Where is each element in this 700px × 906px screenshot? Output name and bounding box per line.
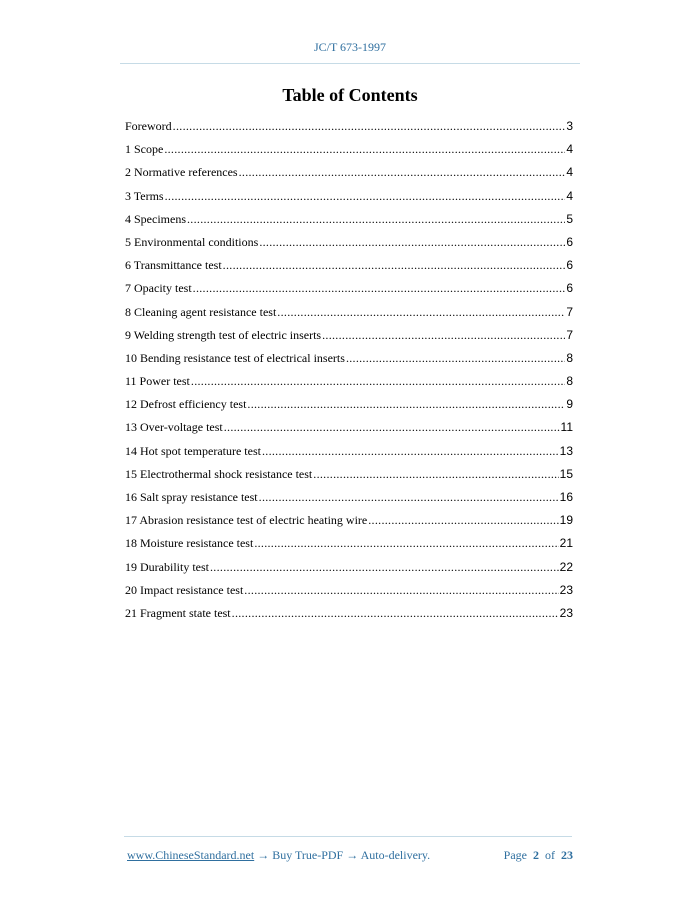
toc-entry-label: 2 Normative references bbox=[125, 165, 238, 180]
toc-entry[interactable] bbox=[125, 581, 573, 604]
dot-leader bbox=[165, 187, 566, 205]
toc-entry-label: 14 Hot spot temperature test bbox=[125, 443, 261, 458]
toc-entry-page: 6 bbox=[566, 234, 573, 249]
auto-delivery-text: Auto-delivery. bbox=[360, 848, 431, 862]
toc-entry-label: 12 Defrost efficiency test bbox=[125, 397, 247, 412]
toc-entry[interactable] bbox=[125, 511, 573, 534]
dot-leader bbox=[193, 279, 566, 297]
toc-entry-page: 23 bbox=[559, 605, 573, 620]
toc-entry[interactable] bbox=[125, 465, 573, 488]
dot-leader bbox=[277, 303, 565, 321]
website-link[interactable]: www.ChineseStandard.net bbox=[127, 848, 255, 862]
toc-entry-page: 8 bbox=[566, 374, 573, 389]
toc-entry[interactable] bbox=[125, 442, 573, 465]
dot-leader bbox=[346, 349, 565, 367]
toc-entry[interactable] bbox=[125, 418, 573, 441]
toc-entry-page: 19 bbox=[559, 513, 573, 528]
of-word: of bbox=[545, 848, 555, 862]
toc-entry-page: 8 bbox=[566, 350, 573, 365]
toc-entry-page: 4 bbox=[566, 165, 573, 180]
total-pages: 23 bbox=[561, 848, 573, 862]
dot-leader bbox=[254, 534, 558, 552]
toc-entry-label: 1 Scope bbox=[125, 142, 164, 157]
footer-promo bbox=[127, 848, 430, 863]
toc-entry-page: 16 bbox=[559, 490, 573, 504]
dot-leader bbox=[239, 163, 566, 181]
toc-entry-label: 4 Specimens bbox=[125, 211, 186, 226]
page-title: Table of Contents bbox=[282, 85, 418, 105]
toc-entry-label: Foreword bbox=[125, 119, 172, 133]
toc-entry[interactable] bbox=[125, 117, 573, 140]
toc-entry[interactable] bbox=[125, 256, 573, 279]
footer-divider bbox=[124, 836, 572, 837]
toc-entry[interactable] bbox=[125, 349, 573, 372]
dot-leader bbox=[259, 488, 559, 506]
toc-entry-label: 11 Power test bbox=[125, 374, 190, 389]
toc-entry-label: 15 Electrothermal shock resistance test bbox=[125, 466, 313, 481]
toc-entry-label: 7 Opacity test bbox=[125, 281, 192, 296]
toc-entry-page: 7 bbox=[566, 327, 573, 342]
toc-entry[interactable] bbox=[125, 488, 573, 511]
toc-entry[interactable] bbox=[125, 534, 573, 557]
dot-leader bbox=[224, 418, 560, 436]
toc-entry-label: 20 Impact resistance test bbox=[125, 582, 244, 597]
toc-entry-page: 5 bbox=[566, 211, 573, 226]
toc-entry-label: 17 Abrasion resistance test of electric heating wire bbox=[125, 513, 368, 528]
toc-entry-page: 3 bbox=[566, 119, 573, 133]
dot-leader bbox=[368, 511, 558, 529]
toc-entry-label: 3 Terms bbox=[125, 188, 164, 203]
toc-entry-page: 9 bbox=[566, 397, 573, 412]
toc-entry-label: 8 Cleaning agent resistance test bbox=[125, 304, 277, 319]
dot-leader bbox=[187, 210, 565, 228]
toc-entry-label: 21 Fragment state test bbox=[125, 605, 231, 620]
toc-entry-label: 6 Transmittance test bbox=[125, 258, 222, 273]
dot-leader bbox=[173, 117, 566, 135]
toc-entry-label: 9 Welding strength test of electric inserts bbox=[125, 327, 322, 342]
toc-entry-page: 4 bbox=[566, 188, 573, 203]
toc-entry[interactable] bbox=[125, 140, 573, 163]
toc-entry-page: 6 bbox=[566, 281, 573, 296]
toc-entry[interactable] bbox=[125, 326, 573, 349]
toc-entry[interactable] bbox=[125, 279, 573, 302]
toc-entry[interactable] bbox=[125, 303, 573, 326]
page-word: Page bbox=[503, 848, 527, 862]
running-header: JC/T 673-1997 bbox=[313, 40, 387, 54]
dot-leader bbox=[191, 372, 565, 390]
toc-entry[interactable] bbox=[125, 187, 573, 210]
toc-entry-page: 23 bbox=[559, 582, 573, 597]
toc-entry-page: 6 bbox=[566, 258, 573, 273]
dot-leader bbox=[259, 233, 565, 251]
dot-leader bbox=[232, 604, 559, 622]
toc-entry-page: 21 bbox=[559, 536, 573, 551]
dot-leader bbox=[210, 558, 559, 576]
toc-entry-page: 11 bbox=[560, 420, 573, 435]
current-page: 2 bbox=[533, 848, 539, 862]
dot-leader bbox=[244, 581, 558, 599]
toc-entry-page: 13 bbox=[559, 443, 573, 458]
toc-entry-label: 19 Durability test bbox=[125, 559, 209, 574]
dot-leader bbox=[164, 140, 565, 158]
toc-entry-label: 13 Over-voltage test bbox=[125, 420, 223, 435]
toc-entry[interactable] bbox=[125, 163, 573, 186]
toc-entry-label: 16 Salt spray resistance test bbox=[125, 490, 258, 504]
toc-entry-page: 15 bbox=[559, 466, 573, 481]
page-number bbox=[504, 848, 573, 863]
toc-entry-page: 22 bbox=[559, 559, 573, 574]
arrow-right-icon: → bbox=[343, 848, 361, 862]
toc-entry[interactable] bbox=[125, 233, 573, 256]
dot-leader bbox=[247, 395, 565, 413]
toc-entry-label: 5 Environmental conditions bbox=[125, 234, 259, 249]
toc-entry[interactable] bbox=[125, 395, 573, 418]
toc-entry[interactable] bbox=[125, 372, 573, 395]
toc-entry-label: 18 Moisture resistance test bbox=[125, 536, 254, 551]
header-divider bbox=[120, 63, 580, 64]
table-of-contents bbox=[125, 117, 573, 627]
toc-entry[interactable] bbox=[125, 210, 573, 233]
dot-leader bbox=[322, 326, 565, 344]
toc-entry-label: 10 Bending resistance test of electrical inserts bbox=[125, 350, 345, 365]
dot-leader bbox=[223, 256, 566, 274]
dot-leader bbox=[262, 442, 559, 460]
buy-pdf-text: Buy True-PDF bbox=[272, 848, 344, 862]
toc-entry-page: 7 bbox=[566, 304, 573, 319]
toc-entry[interactable] bbox=[125, 604, 573, 627]
dot-leader bbox=[313, 465, 558, 483]
toc-entry[interactable] bbox=[125, 558, 573, 581]
toc-entry-page: 4 bbox=[566, 142, 573, 157]
arrow-right-icon: → bbox=[254, 848, 273, 862]
